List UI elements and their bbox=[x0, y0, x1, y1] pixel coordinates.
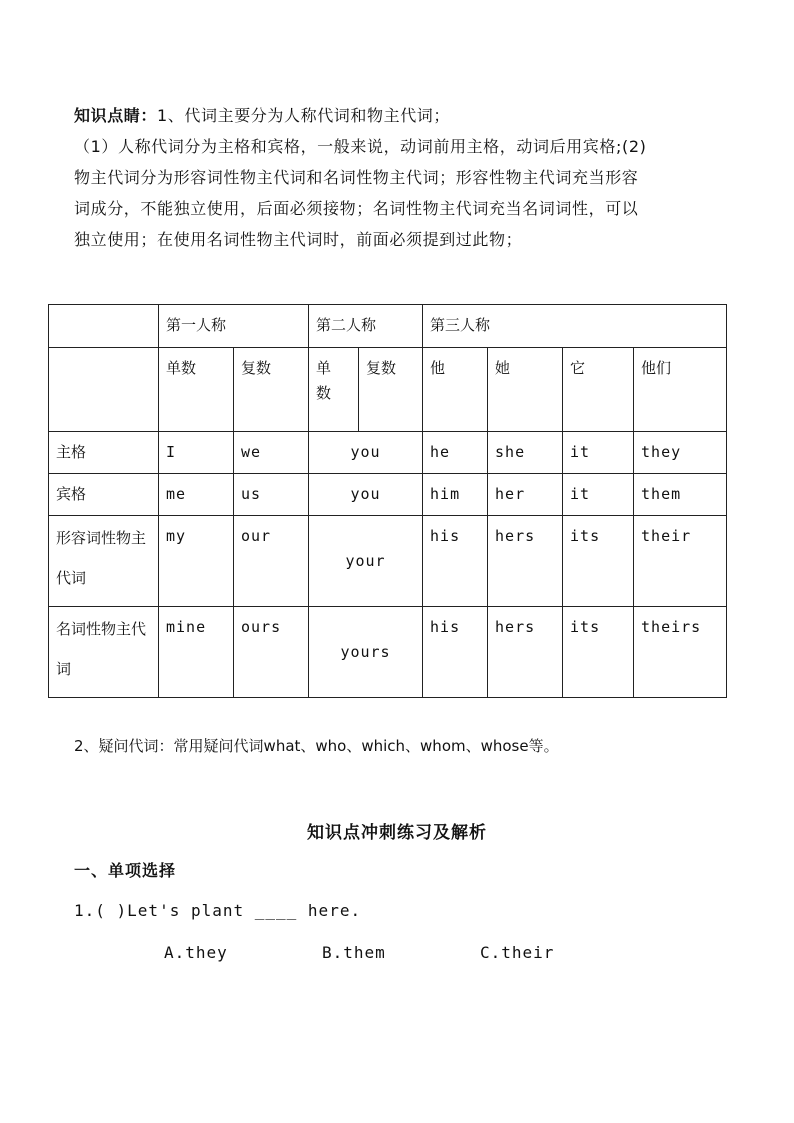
table-cell: its bbox=[563, 516, 634, 607]
table-cell: he bbox=[423, 432, 488, 474]
option-a[interactable]: A.they bbox=[164, 943, 228, 962]
row-label: 宾格 bbox=[49, 474, 159, 516]
row-label: 名词性物主代词 bbox=[49, 607, 159, 698]
header-it: 它 bbox=[563, 348, 634, 432]
header-first-person: 第一人称 bbox=[159, 305, 309, 348]
intro-label: 知识点睛： bbox=[74, 106, 158, 125]
section-heading: 一、单项选择 bbox=[74, 861, 177, 880]
table-cell: me bbox=[159, 474, 234, 516]
intro-line-5: 独立使用；在使用名词性物主代词时，前面必须提到过此物； bbox=[74, 230, 523, 249]
table-cell: your bbox=[309, 516, 423, 607]
knowledge-points bbox=[74, 100, 724, 255]
table-row bbox=[49, 607, 727, 698]
intro-line-3: 物主代词分为形容词性物主代词和名词性物主代词；形容性物主代词充当形容 bbox=[74, 168, 639, 187]
row-label: 主格 bbox=[49, 432, 159, 474]
table-cell: you bbox=[309, 432, 423, 474]
table-cell: its bbox=[563, 607, 634, 698]
header-third-person: 第三人称 bbox=[423, 305, 727, 348]
table-cell: us bbox=[234, 474, 309, 516]
table-cell: his bbox=[423, 516, 488, 607]
table-cell: his bbox=[423, 607, 488, 698]
row-label: 形容词性物主代词 bbox=[49, 516, 159, 607]
table-row bbox=[49, 432, 727, 474]
intro-line-2: （1）人称代词分为主格和宾格，一般来说，动词前用主格，动词后用宾格;(2) bbox=[74, 137, 647, 156]
table-cell: him bbox=[423, 474, 488, 516]
header-second-person: 第二人称 bbox=[309, 305, 423, 348]
header-plural-2: 复数 bbox=[359, 348, 423, 432]
table-cell: she bbox=[488, 432, 563, 474]
table-cell: I bbox=[159, 432, 234, 474]
header-plural: 复数 bbox=[234, 348, 309, 432]
table-cell: it bbox=[563, 474, 634, 516]
intro-text-1: 1、代词主要分为人称代词和物主代词； bbox=[157, 106, 450, 125]
interrogative-pronouns-note: 2、疑问代词：常用疑问代词what、who、which、whom、whose等。 bbox=[74, 737, 559, 755]
intro-line-1 bbox=[74, 100, 724, 131]
table-cell: theirs bbox=[634, 607, 727, 698]
table-cell: you bbox=[309, 474, 423, 516]
table-row bbox=[49, 516, 727, 607]
table-cell: hers bbox=[488, 516, 563, 607]
header-they: 他们 bbox=[634, 348, 727, 432]
table-cell: my bbox=[159, 516, 234, 607]
table-header-number bbox=[49, 348, 727, 432]
header-singular: 单数 bbox=[159, 348, 234, 432]
header-he: 他 bbox=[423, 348, 488, 432]
table-cell: her bbox=[488, 474, 563, 516]
table-cell: ours bbox=[234, 607, 309, 698]
header-singular-2: 单数 bbox=[309, 348, 359, 432]
table-cell: they bbox=[634, 432, 727, 474]
table-cell: them bbox=[634, 474, 727, 516]
table-cell: our bbox=[234, 516, 309, 607]
table-row bbox=[49, 474, 727, 516]
section-title: 知识点冲刺练习及解析 bbox=[307, 823, 487, 843]
table-header-person bbox=[49, 305, 727, 348]
option-b[interactable]: B.them bbox=[322, 943, 386, 962]
question-1: 1.( )Let's plant ____ here. bbox=[74, 901, 362, 920]
table-cell: their bbox=[634, 516, 727, 607]
intro-line-4: 词成分，不能独立使用，后面必须接物；名词性物主代词充当名词词性，可以 bbox=[74, 199, 639, 218]
pronoun-table bbox=[48, 304, 727, 698]
table-cell: we bbox=[234, 432, 309, 474]
option-c[interactable]: C.their bbox=[480, 943, 555, 962]
table-cell: hers bbox=[488, 607, 563, 698]
table-cell: it bbox=[563, 432, 634, 474]
table-corner-cell bbox=[49, 305, 159, 348]
table-empty-cell bbox=[49, 348, 159, 432]
header-she: 她 bbox=[488, 348, 563, 432]
table-cell: mine bbox=[159, 607, 234, 698]
table-cell: yours bbox=[309, 607, 423, 698]
